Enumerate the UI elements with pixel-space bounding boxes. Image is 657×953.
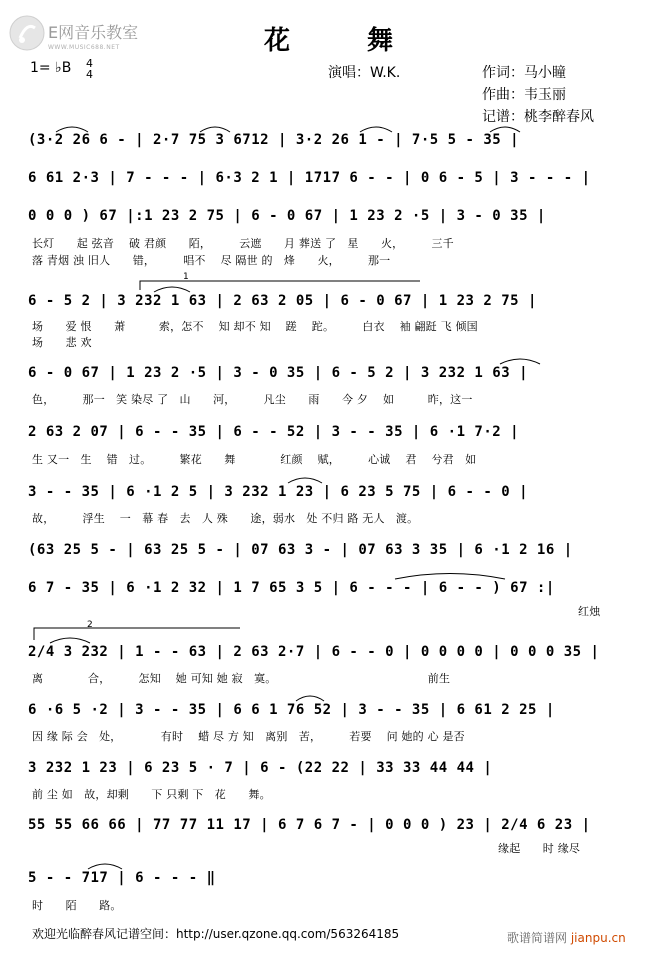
slur-mark	[288, 478, 322, 483]
singer-credit: 演唱：W.K.	[328, 65, 401, 81]
lyricist-credit: 作词：马小瞳	[482, 65, 566, 81]
score-line-7: 3 - - 35 | 6 ·1 2 5 | 3 232 1 23 | 6 23 5 75 | 6 - - 0 |	[28, 484, 529, 500]
score-line-12: 3 232 1 23 | 6 23 5 · 7 | 6 - (22 22 | 33 33 44 44 |	[28, 760, 493, 776]
score-line-9: 6 7 - 35 | 6 ·1 2 32 | 1 7 65 3 5 | 6 - - - | 6 - - ) 67 :|	[28, 580, 555, 596]
score-line-8: (63 25 5 - | 63 25 5 - | 07 63 3 - | 07 63 3 35 | 6 ·1 2 16 |	[28, 542, 573, 558]
footer-text: 欢迎光临醉春风记谱空间：http://user.qzone.qq.com/563264185	[32, 927, 400, 941]
slur-mark	[56, 127, 88, 132]
slur-mark	[200, 127, 230, 132]
lyric-line-4: 场 悲 欢	[32, 336, 92, 349]
watermark-site	[507, 929, 626, 946]
volta-2-label: 2	[87, 620, 93, 630]
score-line-6: 2 63 2 07 | 6 - - 35 | 6 - - 52 | 3 - - 35 | 6 ·1 7·2 |	[28, 424, 520, 440]
lyric-line-11: 前 尘 如 故，却剩 下 只剩 下 花 舞。	[32, 788, 271, 801]
volta-1-label: 1	[183, 272, 189, 282]
score-line-2: 6 61 2·3 | 7 - - - | 6·3 2 1 | 1717 6 - - | 0 6 - 5 | 3 - - - |	[28, 170, 591, 186]
lyric-line-3: 场 爱 恨 萧 索，怎不 知 却不 知 蹉 跎。 白衣 袖 翩跹 飞 倾国	[32, 320, 478, 333]
song-title: 花 舞	[263, 26, 428, 56]
score-line-11: 6 ·6 5 ·2 | 3 - - 35 | 6 6 1 76 52 | 3 - - 35 | 6 61 2 25 |	[28, 702, 555, 718]
score-line-5: 6 - 0 67 | 1 23 2 ·5 | 3 - 0 35 | 6 - 5 2 | 3 232 1 63 |	[28, 365, 529, 381]
slur-mark	[395, 574, 505, 580]
lyric-line-2: 落 青烟 浊 旧人 错， 唱不 尽 隔世 的 烽 火， 那一	[32, 254, 391, 267]
transcriber-credit: 记谱：桃李醉春风	[482, 109, 594, 125]
slur-mark	[88, 864, 122, 869]
key-signature: 1= ♭B	[30, 60, 72, 76]
slur-mark	[154, 287, 190, 292]
score-line-14: 5 - - 717 | 6 - - - ‖	[28, 870, 216, 886]
slur-mark	[500, 359, 540, 364]
logo-subtext: WWW.MUSIC688.NET	[48, 44, 120, 51]
score-line-10: 2/4 3 232 | 1 - - 63 | 2 63 2·7 | 6 - - 0 | 0 0 0 0 | 0 0 0 35 |	[28, 644, 600, 660]
slur-mark	[296, 696, 324, 701]
lyric-line-5: 色， 那一 笑 染尽 了 山 河， 凡尘 雨 今 夕 如 昨，这一	[32, 393, 473, 406]
score-line-1: (3·2 26 6 - | 2·7 75 3 6712 | 3·2 26 1 - | 7·5 5 - 35 |	[28, 132, 520, 148]
slur-mark	[490, 127, 520, 132]
time-signature-bottom: 4	[86, 68, 93, 81]
lyric-line-1: 长灯 起 弦音 破 君颜 陌， 云遮 月 葬送 了 星 火， 三千	[32, 237, 454, 250]
slur-mark	[360, 127, 392, 132]
lyric-line-9: 离 合， 怎知 她 可知 她 寂 寞。 前生	[32, 672, 451, 685]
lyric-line-10: 因 缘 际 会 处， 有时 蜡 尽 方 知 离别 苦， 若要 问 她的 心 是否	[32, 730, 465, 743]
lyric-line-12: 缘起 时 缘尽	[498, 842, 581, 855]
watermark-site-name: 歌谱简谱网	[507, 931, 568, 945]
slur-mark	[50, 638, 90, 643]
lyric-line-8: 红烛	[578, 605, 601, 618]
score-line-4: 6 - 5 2 | 3 232 1 63 | 2 63 2 05 | 6 - 0 67 | 1 23 2 75 |	[28, 293, 537, 309]
time-signature-top: 4	[86, 57, 93, 70]
watermark-site-host: jianpu.cn	[570, 931, 626, 945]
logo-text: E网音乐教室	[48, 23, 139, 42]
lyric-line-6: 生 又一 生 错 过。 繁花 舞 红颜 赋， 心诚 君 兮君 如	[32, 453, 477, 466]
score-line-3: 0 0 0 ) 67 |:1 23 2 75 | 6 - 0 67 | 1 23 2 ·5 | 3 - 0 35 |	[28, 208, 546, 224]
lyric-line-13: 时 陌 路。	[32, 899, 122, 912]
score-line-13: 55 55 66 66 | 77 77 11 17 | 6 7 6 7 - | 0 0 0 ) 23 | 2/4 6 23 |	[28, 817, 591, 833]
lyric-line-7: 故， 浮生 一 幕 春 去 人 殊 途，弱水 处 不归 路 无人 渡。	[32, 512, 419, 525]
composer-credit: 作曲：韦玉丽	[482, 87, 566, 103]
